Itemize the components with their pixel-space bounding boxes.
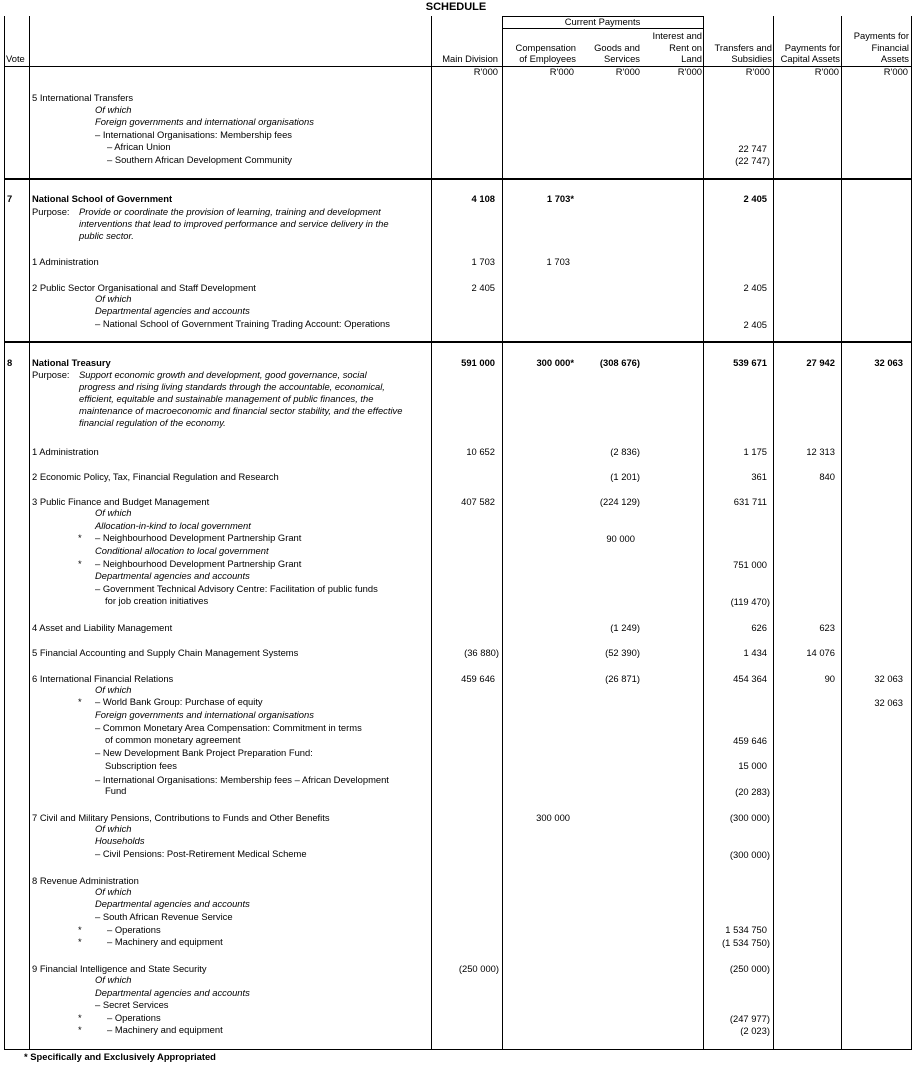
purpose-label: Purpose: — [32, 369, 70, 380]
cell-transfers: (250 000) — [729, 963, 770, 974]
appropriation-star: * — [78, 924, 82, 935]
purpose-text: interventions that lead to improved performance and service delivery in the — [79, 218, 389, 229]
header-compensation: of Employees — [519, 53, 576, 64]
cell-transfers: 631 711 — [733, 496, 767, 507]
item-label: – Operations — [107, 924, 161, 935]
cell-financial: 32 063 — [874, 357, 903, 368]
grid-line — [773, 16, 774, 1050]
cell-transfers: 1 434 — [743, 647, 767, 658]
grid-line — [502, 28, 703, 29]
item-label: – Southern African Development Community — [107, 154, 292, 165]
item-label: – International Organisations: Membership fees — [95, 129, 292, 140]
programme-label: 6 International Financial Relations — [32, 673, 174, 684]
cell-transfers: (300 000) — [729, 849, 770, 860]
item-label: – Machinery and equipment — [107, 936, 223, 947]
header-capital: Payments for — [784, 42, 840, 53]
item-label: for job creation initiatives — [105, 595, 209, 606]
item-label: Subscription fees — [105, 760, 177, 771]
header-financial: Assets — [880, 53, 909, 64]
item-label: – International Organisations: Membership fees – African Development — [95, 774, 389, 785]
programme-label: 2 Public Sector Organisational and Staff Development — [32, 282, 256, 293]
category-label: Departmental agencies and accounts — [95, 987, 250, 998]
appropriation-star: * — [78, 558, 82, 569]
category-label: Departmental agencies and accounts — [95, 898, 250, 909]
cell-transfers: (1 534 750) — [722, 937, 770, 948]
cell-goods: (1 249) — [610, 622, 640, 633]
cell-compensation: 300 000* — [536, 357, 574, 368]
cell-main: 2 405 — [471, 282, 495, 293]
header-current-payments: Current Payments — [564, 16, 641, 27]
cell-transfers: 751 000 — [733, 559, 767, 570]
category-label: Conditional allocation to local government — [95, 545, 269, 556]
cell-transfers: 454 364 — [733, 673, 767, 684]
item-label: – Neighbourhood Development Partnership Grant — [95, 558, 302, 569]
unit-label: R'000 — [883, 66, 908, 77]
of-which-label: Of which — [95, 104, 132, 115]
programme-label: 7 Civil and Military Pensions, Contributions to Funds and Other Benefits — [32, 812, 330, 823]
cell-transfers: 2 405 — [743, 319, 767, 330]
header-main-division: Main Division — [442, 53, 498, 64]
cell-financial: 32 063 — [874, 697, 903, 708]
appropriation-star: * — [78, 936, 82, 947]
item-label: – Civil Pensions: Post-Retirement Medical Scheme — [95, 848, 307, 859]
header-transfers: Transfers and — [714, 42, 772, 53]
header-capital: Capital Assets — [780, 53, 840, 64]
cell-compensation: 1 703* — [546, 193, 574, 204]
of-which-label: Of which — [95, 974, 132, 985]
item-label: – World Bank Group: Purchase of equity — [95, 696, 263, 707]
cell-transfers: 1 175 — [743, 446, 767, 457]
unit-label: R'000 — [473, 66, 498, 77]
item-label: – African Union — [107, 141, 171, 152]
purpose-text: public sector. — [79, 230, 134, 241]
cell-goods: (26 871) — [605, 673, 640, 684]
category-label: Departmental agencies and accounts — [95, 570, 250, 581]
cell-capital: 623 — [819, 622, 835, 633]
purpose-text: financial regulation of the economy. — [79, 417, 226, 428]
header-transfers: Subsidies — [731, 53, 772, 64]
header-compensation: Compensation — [515, 42, 576, 53]
cell-transfers: 2 405 — [743, 282, 767, 293]
cell-main: 407 582 — [461, 496, 495, 507]
of-which-label: Of which — [95, 684, 132, 695]
cell-main: (36 880) — [464, 647, 499, 658]
header-interest: Land — [681, 53, 702, 64]
grid-line — [4, 16, 5, 1050]
category-label: Households — [95, 835, 145, 846]
programme-label: 1 Administration — [32, 256, 99, 267]
cell-capital: 12 313 — [806, 446, 835, 457]
cell-main: (250 000) — [458, 963, 499, 974]
programme-label: 4 Asset and Liability Management — [32, 622, 173, 633]
category-label: Foreign governments and international organisations — [95, 116, 314, 127]
unit-label: R'000 — [745, 66, 770, 77]
category-label: Foreign governments and international organisations — [95, 709, 314, 720]
item-label: – South African Revenue Service — [95, 911, 233, 922]
vote-separator — [4, 341, 911, 343]
cell-capital: 840 — [819, 471, 835, 482]
of-which-label: Of which — [95, 507, 132, 518]
cell-financial: 32 063 — [874, 673, 903, 684]
of-which-label: Of which — [95, 886, 132, 897]
cell-transfers: 626 — [751, 622, 767, 633]
programme-label: 8 Revenue Administration — [32, 875, 139, 886]
header-interest: Interest and — [652, 30, 702, 41]
item-label: – Secret Services — [95, 999, 169, 1010]
cell-main: 1 703 — [471, 256, 495, 267]
grid-line — [502, 16, 503, 1050]
unit-label: R'000 — [549, 66, 574, 77]
cell-transfers: (2 023) — [740, 1025, 770, 1036]
grid-line — [431, 16, 432, 1050]
cell-main: 591 000 — [461, 357, 495, 368]
cell-goods: (308 676) — [599, 357, 640, 368]
cell-goods: 90 000 — [606, 533, 635, 544]
grid-line — [911, 16, 912, 1050]
cell-transfers: (22 747) — [735, 155, 770, 166]
cell-goods: (224 129) — [599, 496, 640, 507]
header-financial: Payments for — [853, 30, 909, 41]
header-goods: Goods and — [594, 42, 640, 53]
purpose-text: Support economic growth and development, good governance, social — [79, 369, 367, 380]
purpose-text: progress and rising living standards through the accountable, economical, — [79, 381, 385, 392]
cell-main: 10 652 — [466, 446, 495, 457]
cell-goods: (2 836) — [610, 446, 640, 457]
vote-number: 8 — [7, 357, 13, 368]
header-financial: Financial — [871, 42, 909, 53]
unit-label: R'000 — [814, 66, 839, 77]
programme-label: 1 Administration — [32, 446, 99, 457]
item-label: Fund — [105, 785, 127, 796]
cell-transfers: 1 534 750 — [725, 924, 767, 935]
appropriation-star: * — [78, 1024, 82, 1035]
grid-line — [841, 16, 842, 1050]
programme-label: 9 Financial Intelligence and State Security — [32, 963, 207, 974]
cell-capital: 14 076 — [806, 647, 835, 658]
cell-capital: 90 — [824, 673, 835, 684]
cell-main: 4 108 — [471, 193, 495, 204]
programme-label: 3 Public Finance and Budget Management — [32, 496, 210, 507]
cell-goods: (1 201) — [610, 471, 640, 482]
category-label: Allocation-in-kind to local government — [95, 520, 251, 531]
purpose-label: Purpose: — [32, 206, 70, 217]
cell-transfers: (300 000) — [729, 812, 770, 823]
footnote: * Specifically and Exclusively Appropriated — [24, 1051, 216, 1062]
cell-goods: (52 390) — [605, 647, 640, 658]
of-which-label: Of which — [95, 293, 132, 304]
cell-transfers: (20 283) — [735, 786, 770, 797]
item-label: – New Development Bank Project Preparation Fund: — [95, 747, 313, 758]
item-label: of common monetary agreement — [105, 734, 241, 745]
category-label: Departmental agencies and accounts — [95, 305, 250, 316]
cell-transfers: (119 470) — [730, 596, 770, 607]
header-vote: Vote — [6, 53, 25, 64]
appropriation-star: * — [78, 1012, 82, 1023]
grid-line — [4, 1049, 911, 1050]
page-title: SCHEDULE — [425, 1, 487, 13]
vote-separator — [4, 178, 911, 180]
programme-label: 2 Economic Policy, Tax, Financial Regulation and Research — [32, 471, 279, 482]
grid-line — [703, 16, 704, 1050]
cell-transfers: 15 000 — [738, 760, 767, 771]
cell-compensation: 300 000 — [536, 812, 570, 823]
unit-label: R'000 — [615, 66, 640, 77]
cell-transfers: 22 747 — [738, 143, 767, 154]
header-interest: Rent on — [669, 42, 702, 53]
vote-name: National Treasury — [32, 357, 111, 368]
purpose-text: Provide or coordinate the provision of learning, training and development — [79, 206, 381, 217]
cell-transfers: 361 — [751, 471, 767, 482]
vote-number: 7 — [7, 193, 13, 204]
header-goods: Services — [604, 53, 640, 64]
cell-transfers: 2 405 — [743, 193, 767, 204]
cell-compensation: 1 703 — [546, 256, 570, 267]
purpose-text: maintenance of macroeconomic and financial sector stability, and the effective — [79, 405, 403, 416]
programme-label: 5 International Transfers — [32, 92, 134, 103]
appropriation-star: * — [78, 696, 82, 707]
of-which-label: Of which — [95, 823, 132, 834]
programme-label: 5 Financial Accounting and Supply Chain Management Systems — [32, 647, 299, 658]
item-label: – Government Technical Advisory Centre: Facilitation of public funds — [95, 583, 378, 594]
item-label: – Machinery and equipment — [107, 1024, 223, 1035]
item-label: – National School of Government Training Trading Account: Operations — [95, 318, 390, 329]
item-label: – Common Monetary Area Compensation: Commitment in terms — [95, 722, 362, 733]
cell-capital: 27 942 — [806, 357, 835, 368]
cell-transfers: (247 977) — [729, 1013, 770, 1024]
cell-transfers: 539 671 — [733, 357, 767, 368]
grid-line — [29, 16, 30, 1050]
unit-label: R'000 — [677, 66, 702, 77]
item-label: – Neighbourhood Development Partnership Grant — [95, 532, 302, 543]
cell-main: 459 646 — [461, 673, 495, 684]
appropriation-star: * — [78, 532, 82, 543]
purpose-text: efficient, equitable and sustainable management of public finances, the — [79, 393, 374, 404]
cell-transfers: 459 646 — [733, 735, 767, 746]
vote-name: National School of Government — [32, 193, 173, 204]
item-label: – Operations — [107, 1012, 161, 1023]
